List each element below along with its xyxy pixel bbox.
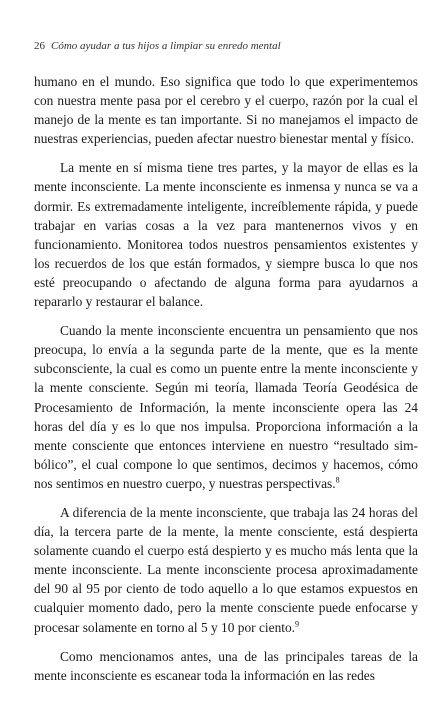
paragraph (34, 72, 418, 148)
paragraph (34, 158, 418, 311)
paragraph-text: humano en el mundo. Eso significa que todo lo que experimentemos con nuestra mente pasa por el cerebro y el cuerpo, razón por la cual el manejo de la mente es tan importante. Si no manejamos el impacto de nuestras experiencias, pueden afectar nuestro bienestar mental y físico. (34, 74, 418, 147)
footnote-marker[interactable]: 8 (335, 475, 340, 485)
running-title: Cómo ayudar a tus hijos a limpiar su enredo mental (51, 40, 281, 52)
footnote-marker[interactable]: 9 (295, 619, 300, 629)
paragraph-text: Como mencionamos antes, una de las principales tareas de la mente inconsciente es escanear toda la información en las redes (34, 648, 418, 683)
paragraph-text: La mente en sí misma tiene tres partes, y la mayor de ellas es la mente inconsciente. La mente inconsciente es inmensa y nunca se va a dormir. Es extremadamente inteligente, increíblemente rápida, y puede trabajar en varias cosas a la vez para mantenernos vivos y en funcionamiento. Monitorea todos nuestros pensamientos existentes y los recuerdos de los que están formados, y siempre busca lo que nos esté preocupando o afectando de alguna forma para ayudarnos a repararlo y restaurar el balance. (34, 160, 418, 310)
paragraph-text: A diferencia de la mente inconsciente, que trabaja las 24 horas del día, la tercera parte de la mente, la mente consciente, está despierta solamente cuando el cuerpo está despierto y es mucho más lenta que la mente inconsciente. La mente inconsciente procesa aproximadamente del 90 al 95 por ciento de todo aquello a lo que estamos expuestos en cualquier momento dado, pero la mente consciente puede enfocarse y procesar solamente en torno al 5 y 10 por ciento. (34, 504, 418, 635)
paragraph-text: Cuando la mente inconsciente encuentra un pensamiento que nos preocupa, lo envía a la segunda parte de la mente, que es la mente subconsciente, la cual es como un puente entre la mente inconsciente y la mente consciente. Según mi teoría, llamada Teoría Geodésica de Procesamiento de Información, la mente inconsciente opera las 24 horas del día y es lo que nos impulsa. Proporciona información a la mente consciente que entonces interviene en nuestro “resultado simbólico”, el cual compone lo que sentimos, decimos y hacemos, cómo nos sentimos en nuestro cuerpo, y nuestras perspectivas. (34, 323, 418, 491)
paragraph (34, 503, 418, 637)
paragraph (34, 647, 418, 685)
running-header (34, 40, 418, 52)
book-page (34, 40, 418, 685)
page-number: 26 (34, 40, 45, 52)
body-text (34, 72, 418, 685)
paragraph (34, 321, 418, 493)
